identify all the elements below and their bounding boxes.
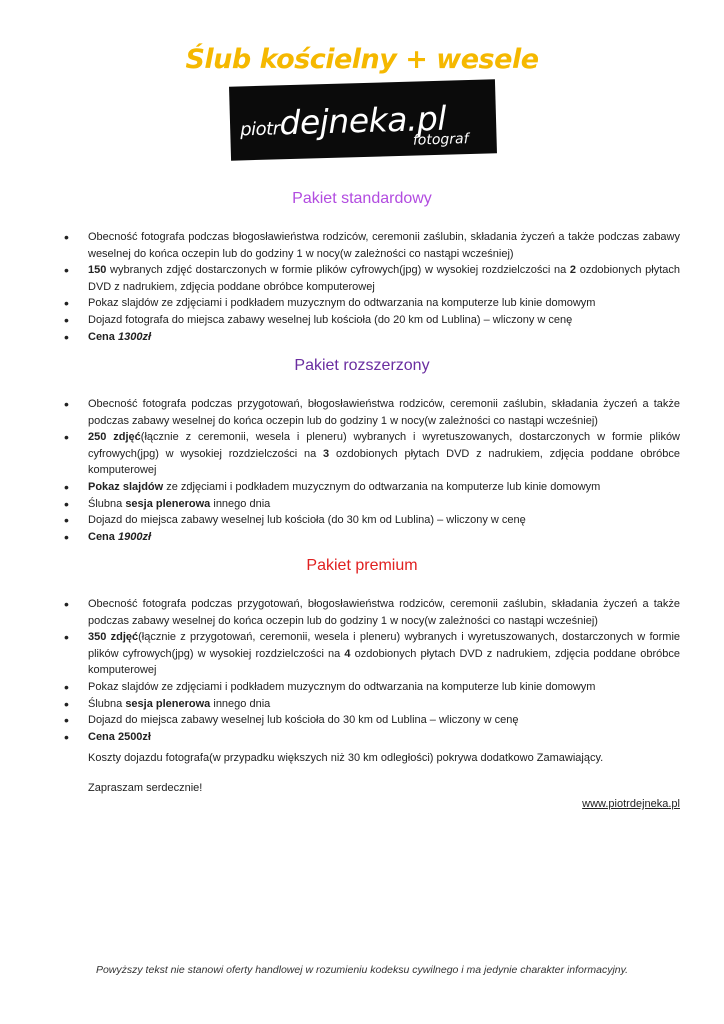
list-item-text: 150 (88, 264, 107, 277)
list-item-text: ozdobionych płytach DVD z nadrukiem, zdjęcia poddane obróbce komputerowej (88, 264, 680, 293)
list-item-text: (łącznie z przygotowań, ceremonii, wesela i pleneru) wybranych i wyretuszowanych, dostarczonych w formie plików cyfrowych(jpg) w wysokiej rozdzielczości na (88, 631, 681, 660)
list-item (68, 629, 680, 679)
list-item-text: Dojazd do miejsca zabawy weselnej lub kościoła (do 30 km od Lublina) – wliczony w cenę (88, 514, 526, 527)
list-item-text: ozdobionych płytach DVD z nadrukiem, zdjęcia poddane obróbce komputerowej (88, 647, 680, 677)
list-item (68, 396, 680, 429)
package-extended-list (68, 396, 680, 545)
package-extended-title: Pakiet rozszerzony (294, 357, 430, 374)
website-link[interactable]: www.piotrdejneka.pl (582, 798, 680, 810)
list-item (68, 479, 680, 496)
package-premium-list (68, 596, 680, 745)
list-item (68, 312, 680, 329)
list-item-text: ozdobionych płytach DVD z nadrukiem, zdjęcia poddane obróbce komputerowej (88, 447, 680, 477)
document-title: Ślub kościelny + wesele (185, 44, 539, 75)
package-premium-title: Pakiet premium (306, 557, 418, 574)
list-item-text: 1300zł (117, 330, 151, 343)
list-item-text: Pokaz slajdów ze zdjęciami i podkładem muzycznym do odtwarzania na komputerze lub kinie domowym (88, 680, 596, 693)
list-item-text: Pokaz slajdów ze zdjęciami i podkładem muzycznym do odtwarzania na komputerze lub kinie domowym (88, 297, 596, 310)
package-standard-list (68, 229, 680, 345)
list-item-text: Dojazd do miejsca zabawy weselnej lub kościoła do 30 km od Lublina – wliczony w cenę (88, 714, 519, 727)
logo-part-last-name: dejneka (278, 99, 408, 143)
list-item-text: Ślubna (88, 497, 126, 510)
list-item-text: 350 zdjęć (88, 631, 139, 644)
list-item-text: innego dnia (210, 697, 271, 710)
legal-footer: Powyższy tekst nie stanowi oferty handlowej w rozumieniu kodeksu cywilnego i ma jedynie charakter informacyjny. (95, 964, 629, 976)
list-item-text: Cena (88, 530, 118, 543)
list-item (68, 512, 680, 529)
list-item (68, 712, 680, 729)
list-item-text: 3 (323, 447, 330, 460)
list-item-text: Pokaz slajdów (88, 480, 164, 493)
list-item-text: 250 zdjęć (88, 431, 141, 444)
package-standard-title: Pakiet standardowy (292, 190, 432, 207)
list-item-text: innego dnia (210, 497, 271, 510)
list-item-text: (łącznie z ceremonii, wesela i pleneru) wybranych i wyretuszowanych, dostarczonych w formie plików cyfrowych(jpg) w wysokiej rozdzielczości na (88, 431, 681, 460)
list-item (68, 529, 680, 546)
list-item-text: Obecność fotografa podczas przygotowań, błogosławieństwa rodziców, ceremonii zaślubin, składania życzeń a także podczas zabawy weselnej do końca oczepin lub do godziny 1 w nocy(w zależności co nastąpi wcześniej) (88, 398, 680, 427)
list-item (68, 496, 680, 513)
list-item (68, 329, 680, 346)
logo-part-domain: .pl (406, 98, 447, 139)
list-item (68, 696, 680, 713)
list-item-text: wybranych zdjęć dostarczonych w formie plików cyfrowych(jpg) w wysokiej rozdzielczości na (106, 264, 570, 277)
list-item (68, 729, 680, 746)
list-item-text: 4 (344, 647, 351, 660)
list-item-text: sesja plenerowa (125, 497, 211, 510)
list-item (68, 229, 680, 262)
list-item-text: Cena 2500zł (88, 730, 151, 743)
list-item-text: Obecność fotografa podczas przygotowań, błogosławieństwa rodziców, ceremonii zaślubin, składania życzeń a także podczas zabawy weselnej do końca oczepin lub do godziny 1 w nocy(w zależności co nastąpi wcześniej) (88, 598, 680, 627)
travel-cost-note: Koszty dojazdu fotografa(w przypadku większych niż 30 km odległości) pokrywa dodatkowo Zamawiający. (88, 752, 604, 764)
logo-subtitle: fotograf (412, 131, 469, 149)
list-item (68, 295, 680, 312)
list-item-text: 2 (569, 264, 577, 277)
list-item-text: 1900zł (117, 530, 151, 543)
list-item-text: Dojazd fotografa do miejsca zabawy weselnej lub kościoła (do 20 km od Lublina) – wliczony w cenę (88, 313, 573, 326)
list-item-text: Cena (88, 330, 118, 343)
list-item (68, 596, 680, 629)
logo-part-first-name: piotr (239, 118, 280, 141)
list-item (68, 429, 680, 479)
list-item-text: Obecność fotografa podczas błogosławieństwa rodziców, ceremonii zaślubin, składania życzeń a także podczas zabawy weselnej do końca oczepin lub do godziny 1 w nocy(w zależności co nastąpi wcześniej) (88, 231, 680, 260)
list-item (68, 679, 680, 696)
list-item-text: Ślubna (88, 697, 126, 710)
list-item-text: ze zdjęciami i podkładem muzycznym do odtwarzania na komputerze lub kinie domowym (163, 480, 601, 493)
list-item-text: sesja plenerowa (125, 697, 211, 710)
closing-text: Zapraszam serdecznie! (88, 782, 203, 794)
list-item (68, 262, 680, 295)
brand-logo (229, 79, 497, 160)
